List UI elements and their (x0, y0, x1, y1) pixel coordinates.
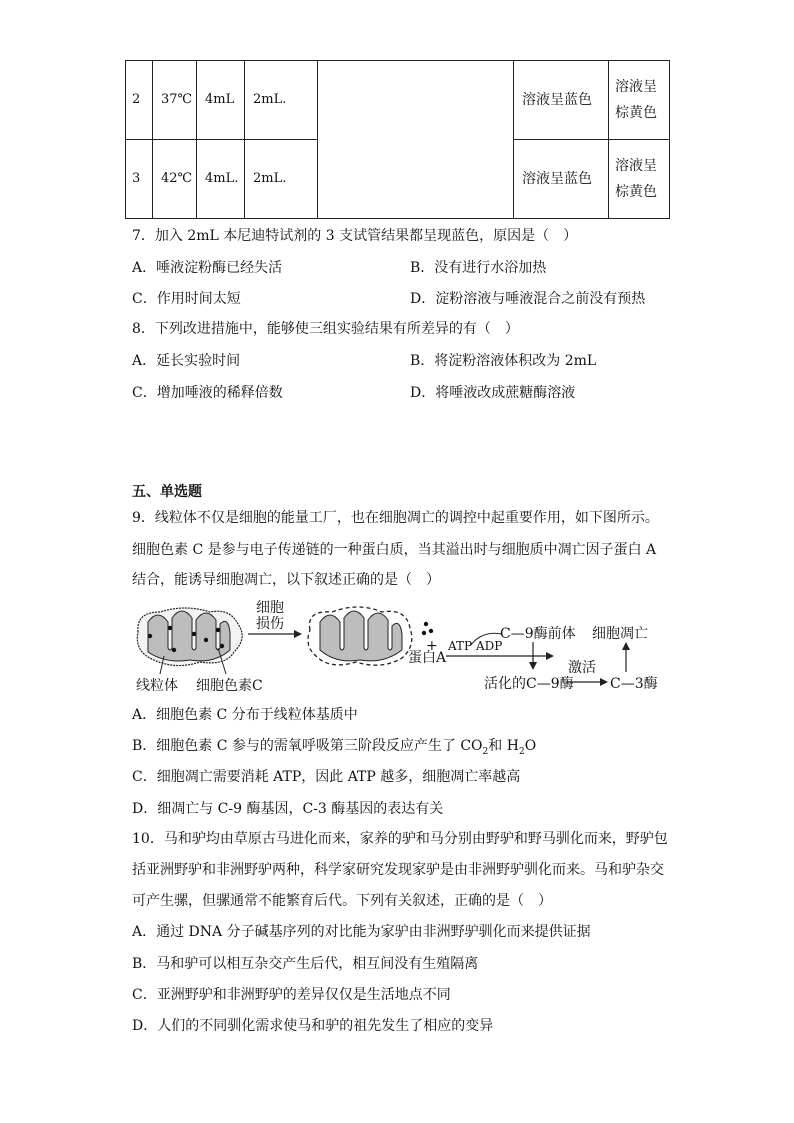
q9-stem-line1: 9．线粒体不仅是细胞的能量工厂，也在细胞凋亡的调控中起重要作用，如下图所示。 (132, 510, 659, 526)
experiment-table (125, 60, 669, 219)
label-mitochondrion: 线粒体 (136, 678, 178, 694)
arrow-icon (546, 652, 554, 660)
table-row (126, 61, 670, 140)
apoptosis-diagram (130, 600, 660, 695)
label-activated-c9: 活化的C—9酶 (484, 676, 574, 692)
table-cell-empty (318, 61, 514, 219)
table-cell-temp: 42℃ (153, 140, 197, 219)
label-cytochrome-c: 细胞色素C (196, 678, 263, 694)
q7-option-d[interactable]: D．淀粉溶液与唾液混合之前没有预热 (410, 291, 646, 307)
label-cell-damage-2: 损伤 (256, 616, 284, 632)
table-cell-result: 溶液呈 棕黄色 (609, 61, 670, 140)
label-cell-damage-1: 细胞 (256, 600, 284, 616)
q9-option-c[interactable]: C．细胞凋亡需要消耗 ATP，因此 ATP 越多，细胞凋亡率越高 (132, 769, 521, 785)
table-cell-no: 3 (126, 140, 153, 219)
q9-option-a[interactable]: A．细胞色素 C 分布于线粒体基质中 (132, 707, 358, 723)
q8-option-d[interactable]: D．将唾液改成蔗糖酶溶液 (410, 385, 576, 401)
table-cell-result: 溶液呈蓝色 (514, 140, 609, 219)
q8-option-b[interactable]: B．将淀粉溶液体积改为 2mL (410, 353, 597, 369)
label-c9-precursor: C—9酶前体 (500, 626, 576, 642)
q9-stem-line2: 细胞色素 C 是参与电子传递链的一种蛋白质，当其溢出时与细胞质中凋亡因子蛋白 A (132, 542, 657, 558)
label-atp: ATP (448, 639, 473, 653)
q10-option-a[interactable]: A．通过 DNA 分子碱基序列的对比能为家驴由非洲野驴驯化而来提供证据 (132, 924, 591, 940)
q10-option-d[interactable]: D．人们的不同驯化需求使马和驴的祖先发生了相应的变异 (132, 1018, 494, 1034)
label-c3: C—3酶 (610, 676, 658, 692)
label-apoptosis: 细胞凋亡 (592, 626, 648, 642)
q8-option-c[interactable]: C．增加唾液的稀释倍数 (132, 385, 283, 401)
q10-stem-line2: 括亚洲野驴和非洲野驴两种，科学家研究发现家驴是由非洲野驴驯化而来。马和驴杂交 (132, 862, 664, 878)
table-cell-temp: 37℃ (153, 61, 197, 140)
table-cell-volume: 4mL. (197, 140, 245, 219)
q10-stem-line3: 可产生骡，但骡通常不能繁育后代。下列有关叙述，正确的是（ ） (132, 893, 552, 909)
q9-option-d[interactable]: D．细凋亡与 C-9 酶基因，C-3 酶基因的表达有关 (132, 801, 444, 817)
table-cell-result: 溶液呈蓝色 (514, 61, 609, 140)
mitochondrion-damaged (308, 607, 412, 665)
q8-option-a[interactable]: A．延长实验时间 (132, 353, 241, 369)
arrow-icon (622, 642, 630, 650)
table-cell-volume: 4mL (197, 61, 245, 140)
label-plus: + (426, 638, 438, 654)
arrow-icon (529, 662, 537, 670)
q10-option-b[interactable]: B．马和驴可以相互杂交产生后代，相互间没有生殖隔离 (132, 956, 479, 972)
q9-stem-line3: 结合，能诱导细胞凋亡，以下叙述正确的是（ ） (132, 572, 440, 588)
table-cell-volume: 2mL. (245, 140, 318, 219)
q7-option-c[interactable]: C．作用时间太短 (132, 291, 241, 307)
table-cell-result: 溶液呈 棕黄色 (609, 140, 670, 219)
table-cell-volume: 2mL. (245, 61, 318, 140)
label-adp: ADP (476, 639, 503, 653)
label-activate: 激活 (568, 660, 596, 676)
section-heading: 五、单选题 (132, 484, 202, 500)
q8-stem: 8．下列改进措施中，能够使三组实验结果有所差异的有（ ） (132, 321, 519, 337)
arrow-icon (294, 630, 302, 638)
q9-option-b[interactable]: B．细胞色素 C 参与的需氧呼吸第三阶段反应产生了 $CO_2$和 $H_2O$ (132, 738, 537, 757)
q10-option-c[interactable]: C．亚洲野驴和非洲野驴的差异仅仅是生活地点不同 (132, 987, 451, 1003)
q7-option-b[interactable]: B．没有进行水浴加热 (410, 260, 547, 276)
q10-stem-line1: 10．马和驴均由草原古马进化而来，家养的驴和马分别由野驴和野马驯化而来，野驴包 (132, 831, 668, 847)
q7-option-a[interactable]: A．唾液淀粉酶已经失活 (132, 260, 283, 276)
table-cell-no: 2 (126, 61, 153, 140)
q7-stem: 7．加入 2mL 本尼迪特试剂的 3 支试管结果都呈现蓝色，原因是（ ） (132, 228, 578, 244)
mitochondrion-intact (137, 608, 242, 666)
label-protein-a: 蛋白A (408, 650, 447, 666)
arrow-icon (600, 678, 608, 686)
